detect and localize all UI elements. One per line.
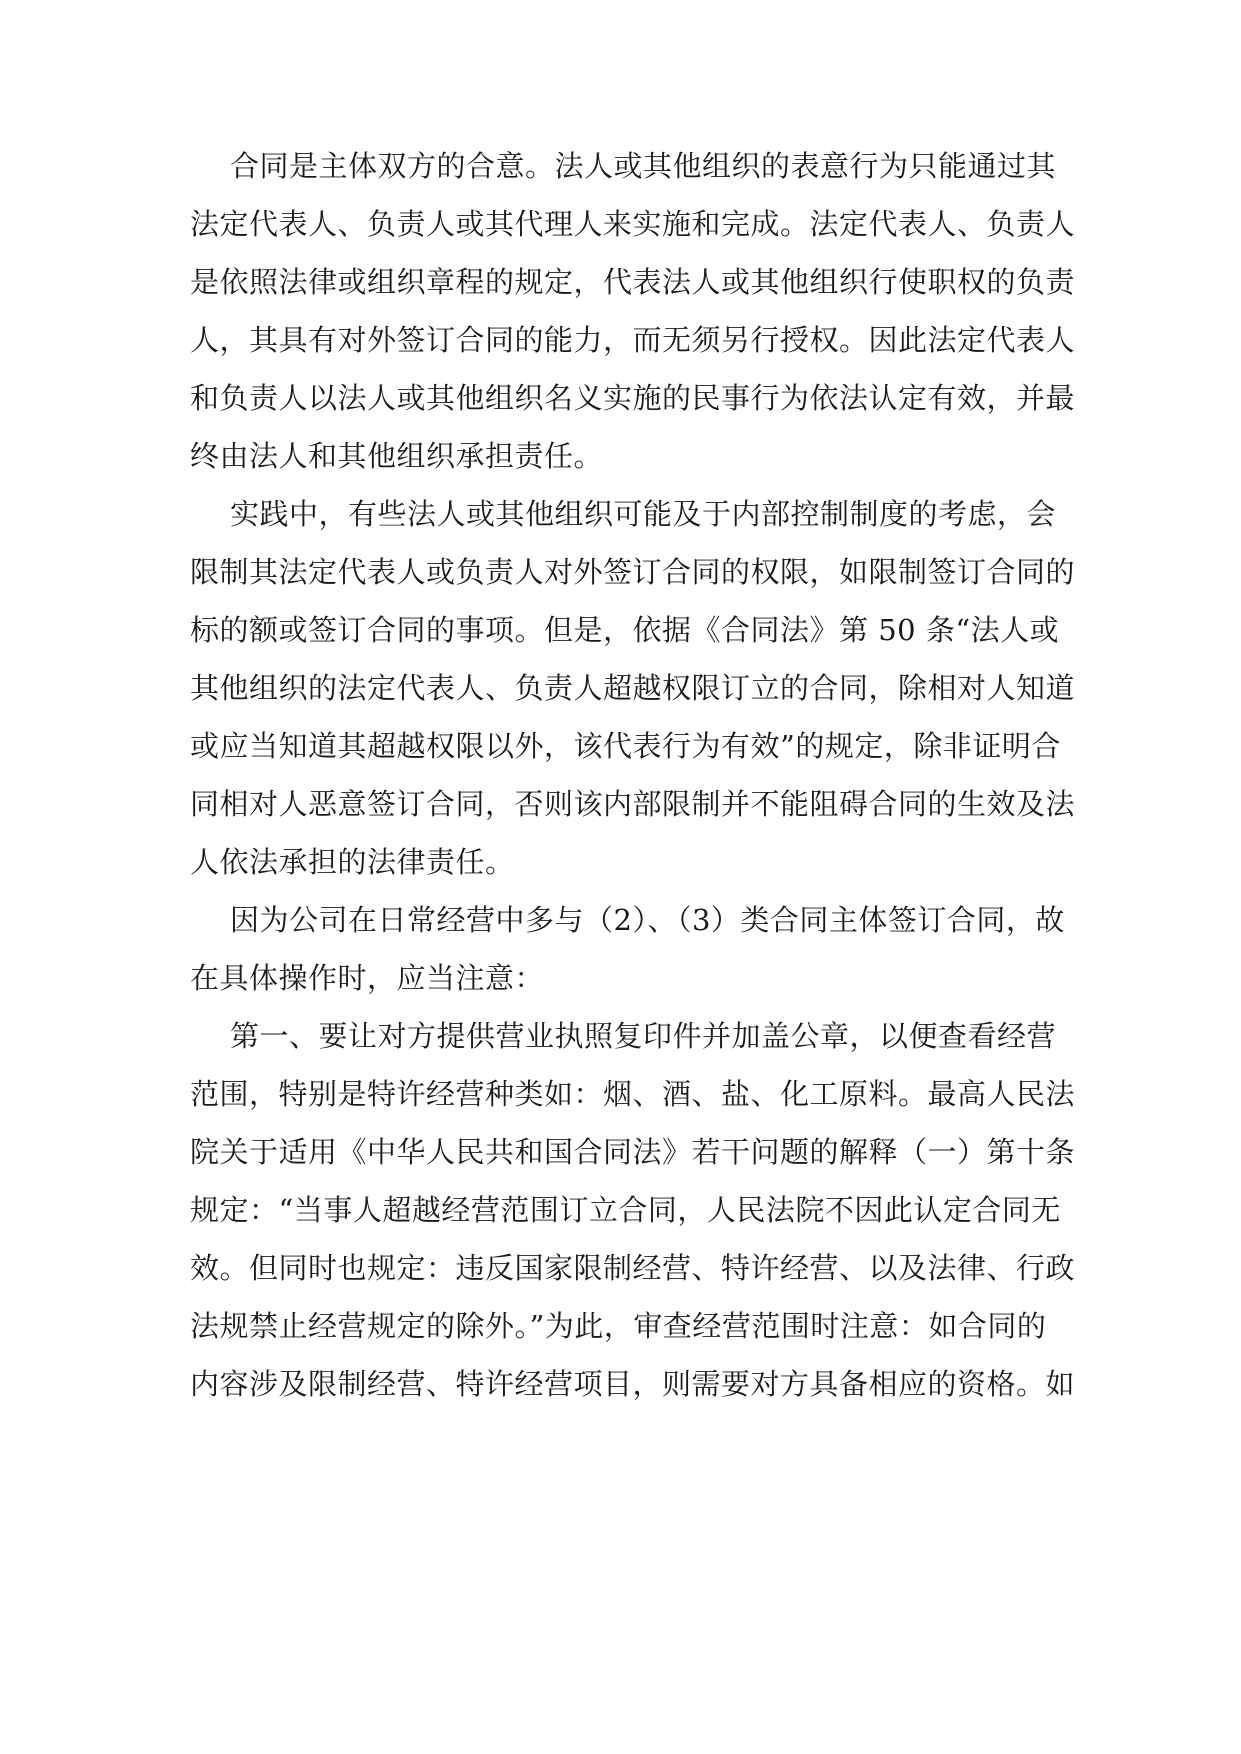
paragraph-3-line-1: 因为公司在日常经营中多与（2）、（3）类合同主体签订合同，故 <box>230 903 1065 937</box>
paragraph-2-line-1: 实践中，有些法人或其他组织可能及于内部控制制度的考虑，会 <box>230 497 1057 531</box>
paragraph-4-line-4: 规定：“当事人超越经营范围订立合同，人民法院不因此认定合同无 <box>190 1193 1061 1227</box>
paragraph-4-line-6: 法规禁止经营规定的除外。”为此，审查经营范围时注意：如合同的 <box>190 1309 1047 1343</box>
paragraph-1-line-1: 合同是主体双方的合意。法人或其他组织的表意行为只能通过其 <box>230 149 1057 183</box>
paragraph-2-line-2: 限制其法定代表人或负责人对外签订合同的权限，如限制签订合同的 <box>190 555 1076 589</box>
paragraph-2-line-3: 标的额或签订合同的事项。但是，依据《合同法》第 50 条“法人或 <box>190 613 1060 647</box>
paragraph-4-line-2: 范围，特别是特许经营种类如：烟、酒、盐、化工原料。最高人民法 <box>190 1077 1076 1111</box>
paragraph-1-line-4: 人，其具有对外签订合同的能力，而无须另行授权。因此法定代表人 <box>190 323 1076 357</box>
paragraph-3-line-2: 在具体操作时，应当注意： <box>190 961 545 995</box>
paragraph-1-line-2: 法定代表人、负责人或其代理人来实施和完成。法定代表人、负责人 <box>190 207 1076 241</box>
paragraph-4-line-5: 效。但同时也规定：违反国家限制经营、特许经营、以及法律、行政 <box>190 1251 1076 1285</box>
paragraph-1-line-6: 终由法人和其他组织承担责任。 <box>190 439 604 473</box>
paragraph-2-line-5: 或应当知道其超越权限以外，该代表行为有效”的规定，除非证明合 <box>190 729 1061 763</box>
paragraph-1-line-3: 是依照法律或组织章程的规定，代表法人或其他组织行使职权的负责 <box>190 265 1076 299</box>
paragraph-2-line-6: 同相对人恶意签订合同，否则该内部限制并不能阻碍合同的生效及法 <box>190 787 1076 821</box>
paragraph-4-line-7: 内容涉及限制经营、特许经营项目，则需要对方具备相应的资格。如 <box>190 1367 1076 1401</box>
paragraph-2-line-7: 人依法承担的法律责任。 <box>190 845 515 879</box>
paragraph-4-line-1: 第一、要让对方提供营业执照复印件并加盖公章，以便查看经营 <box>230 1019 1057 1053</box>
paragraph-2-line-4: 其他组织的法定代表人、负责人超越权限订立的合同，除相对人知道 <box>190 671 1076 705</box>
paragraph-4-line-3: 院关于适用《中华人民共和国合同法》若干问题的解释（一）第十条 <box>190 1135 1076 1169</box>
paragraph-1-line-5: 和负责人以法人或其他组织名义实施的民事行为依法认定有效，并最 <box>190 381 1076 415</box>
